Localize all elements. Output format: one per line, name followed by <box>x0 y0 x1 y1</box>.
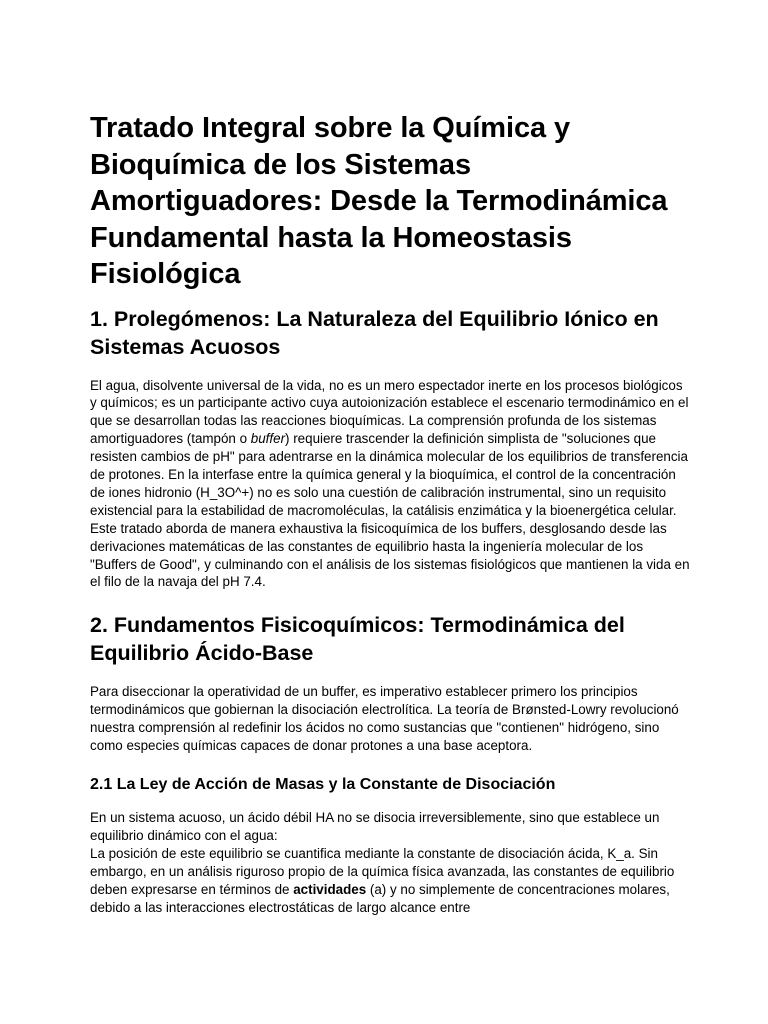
subsection-2-1-paragraph-2 <box>90 845 690 917</box>
subsection-2-1-paragraph-2-text-a: La posición de este equilibrio se cuantifica mediante la constante de disociación ácida, K_a. Sin embargo, en un análisis riguroso propio de la química física avanzada, las constantes de equilibrio deben expresarse en términos de <box>90 845 675 897</box>
section-1-paragraph-1 <box>90 377 690 520</box>
document-page <box>90 110 690 916</box>
emphasis-buffer: buffer <box>250 431 286 447</box>
section-1-paragraph-2: Este tratado aborda de manera exhaustiva la fisicoquímica de los buffers, desglosando desde las derivaciones matemáticas de las constantes de equilibrio hasta la ingeniería molecular de los "Buffers de Good", y culminando con el análisis de los sistemas fisiológicos que mantienen la vida en el filo de la navaja del pH 7.4. <box>90 520 690 590</box>
section-1-paragraph-1-text-b: ) requiere trascender la definición simplista de "soluciones que resisten cambios de pH" para adentrarse en la dinámica molecular de los equilibrios de transferencia de protones. En la interfase entre la química general y la bioquímica, el control de la concentración de iones hidronio (H_3O^+) no es solo una cuestión de calibración instrumental, sino un requisito existencial para la estabilidad de macromoléculas, la catálisis enzimática y la bioenergética celular. <box>90 431 688 518</box>
section-2-paragraph-1: Para diseccionar la operatividad de un buffer, es imperativo establecer primero los principios termodinámicos que gobiernan la disociación electrolítica. La teoría de Brønsted-Lowry revolucionó nuestra comprensión al redefinir los ácidos no como sustancias que "contienen" hidrógeno, sino como especies químicas capaces de donar protones a una base aceptora. <box>90 684 679 754</box>
section-1-paragraph-1-text-a: El agua, disolvente universal de la vida, no es un mero espectador inerte en los procesos biológicos y químicos; es un participante activo cuya autoionización establece el escenario termodinámico en el que se desarrollan todas las reacciones bioquímicas. La comprensión profunda de los sistemas amortiguadores (tampón o <box>90 377 689 447</box>
subsection-2-1-heading: 2.1 La Ley de Acción de Masas y la Constante de Disociación <box>90 776 556 793</box>
subsection-2-1-paragraph-2-text-b: (a) y no simplemente de concentraciones molares, debido a las interacciones electrostáticas de largo alcance entre <box>90 881 670 915</box>
section-2-heading: 2. Fundamentos Fisicoquímicos: Termodinámica del Equilibrio Ácido-Base <box>90 613 625 666</box>
section-2 <box>90 611 690 916</box>
subsection-2-1-paragraph-1: En un sistema acuoso, un ácido débil HA no se disocia irreversiblemente, sino que establece un equilibrio dinámico con el agua: <box>90 810 660 843</box>
bold-actividades: actividades <box>293 881 367 897</box>
section-1-heading: 1. Prolegómenos: La Naturaleza del Equilibrio Iónico en Sistemas Acuosos <box>90 306 659 359</box>
document-title: Tratado Integral sobre la Química y Bioquímica de los Sistemas Amortiguadores: Desde la Termodinámica Fundamental hasta la Homeostasis Fisiológica <box>90 112 668 290</box>
section-1 <box>90 305 690 592</box>
